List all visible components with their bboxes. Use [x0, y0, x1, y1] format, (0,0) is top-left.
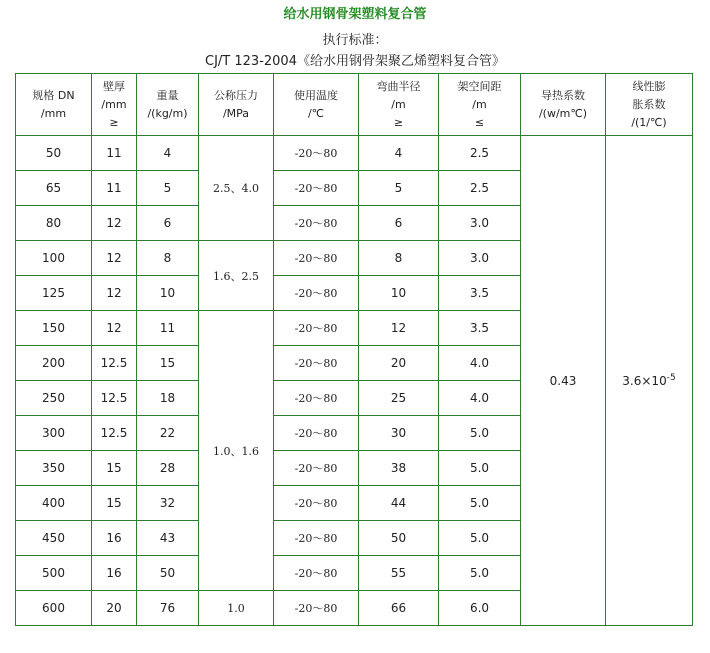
cell-weight: 8 [137, 241, 199, 276]
cell-thermal-conductivity: 0.43 [521, 136, 606, 626]
cell-pressure: 1.0 [199, 591, 274, 626]
cell-weight: 32 [137, 486, 199, 521]
cell-span: 5.0 [439, 486, 521, 521]
table-row [16, 136, 693, 171]
cell-radius: 12 [359, 311, 439, 346]
cell-dn: 600 [16, 591, 92, 626]
header-line: 规格 DN [32, 88, 75, 102]
cell-wall: 20 [92, 591, 137, 626]
cell-pressure: 1.6、2.5 [199, 241, 274, 311]
cell-temp: -20～80 [274, 171, 359, 206]
cell-radius: 55 [359, 556, 439, 591]
cell-weight: 18 [137, 381, 199, 416]
cell-radius: 30 [359, 416, 439, 451]
header-line: 架空间距 [457, 79, 502, 93]
cell-dn: 125 [16, 276, 92, 311]
cell-temp: -20～80 [274, 416, 359, 451]
cell-wall: 12 [92, 276, 137, 311]
cell-dn: 400 [16, 486, 92, 521]
header-line: 壁厚 [103, 79, 125, 93]
page-title: 给水用钢骨架塑料复合管 [283, 7, 427, 22]
header-line: /(w/m℃) [538, 106, 588, 120]
header-line: 公称压力 [214, 88, 258, 102]
cell-wall: 15 [92, 451, 137, 486]
cell-radius: 44 [359, 486, 439, 521]
cell-wall: 11 [92, 136, 137, 171]
header-line: /m [391, 97, 406, 111]
cell-span: 3.0 [439, 241, 521, 276]
cell-radius: 4 [359, 136, 439, 171]
cell-temp: -20～80 [274, 521, 359, 556]
cell-temp: -20～80 [274, 241, 359, 276]
cell-span: 5.0 [439, 521, 521, 556]
cell-radius: 5 [359, 171, 439, 206]
cell-weight: 15 [137, 346, 199, 381]
cell-dn: 80 [16, 206, 92, 241]
header-line: /(1/℃) [631, 115, 667, 129]
header-line: /mm [40, 106, 67, 120]
header-span [439, 74, 521, 136]
cell-span: 3.5 [439, 276, 521, 311]
cell-wall: 12.5 [92, 346, 137, 381]
cell-radius: 25 [359, 381, 439, 416]
table-body [16, 136, 693, 626]
cell-temp: -20～80 [274, 206, 359, 241]
cell-temp: -20～80 [274, 311, 359, 346]
cell-dn: 250 [16, 381, 92, 416]
cell-temp: -20～80 [274, 591, 359, 626]
cell-span: 5.0 [439, 451, 521, 486]
header-conductivity [521, 74, 606, 136]
spec-table [15, 73, 693, 626]
header-line: 弯曲半径 [376, 79, 421, 93]
cell-weight: 5 [137, 171, 199, 206]
cell-temp: -20～80 [274, 346, 359, 381]
cell-wall: 11 [92, 171, 137, 206]
cell-wall: 12 [92, 206, 137, 241]
expansion-base: 3.6×10 [622, 374, 667, 388]
header-line: ≤ [474, 115, 485, 129]
cell-weight: 50 [137, 556, 199, 591]
cell-span: 5.0 [439, 416, 521, 451]
cell-wall: 16 [92, 521, 137, 556]
cell-dn: 350 [16, 451, 92, 486]
cell-dn: 450 [16, 521, 92, 556]
cell-wall: 12.5 [92, 381, 137, 416]
cell-span: 4.0 [439, 346, 521, 381]
cell-temp: -20～80 [274, 276, 359, 311]
cell-radius: 66 [359, 591, 439, 626]
cell-pressure: 2.5、4.0 [199, 136, 274, 241]
cell-wall: 15 [92, 486, 137, 521]
cell-wall: 12.5 [92, 416, 137, 451]
header-line: 使用温度 [294, 88, 338, 102]
header-weight [137, 74, 199, 136]
cell-temp: -20～80 [274, 136, 359, 171]
cell-weight: 22 [137, 416, 199, 451]
cell-expansion-coefficient [606, 136, 693, 626]
cell-temp: -20～80 [274, 451, 359, 486]
cell-dn: 65 [16, 171, 92, 206]
cell-weight: 43 [137, 521, 199, 556]
cell-radius: 50 [359, 521, 439, 556]
cell-span: 3.5 [439, 311, 521, 346]
cell-span: 4.0 [439, 381, 521, 416]
header-line: /(kg/m) [147, 106, 188, 120]
header-line: /m [472, 97, 487, 111]
header-line: 重量 [156, 88, 179, 102]
header-wall [92, 74, 137, 136]
header-row [16, 74, 693, 136]
cell-wall: 16 [92, 556, 137, 591]
cell-span: 2.5 [439, 136, 521, 171]
header-line: 胀系数 [632, 97, 666, 111]
cell-radius: 38 [359, 451, 439, 486]
cell-temp: -20～80 [274, 556, 359, 591]
cell-weight: 10 [137, 276, 199, 311]
header-pressure [199, 74, 274, 136]
cell-weight: 11 [137, 311, 199, 346]
header-line: /MPa [222, 106, 250, 120]
header-line: /℃ [307, 106, 325, 120]
cell-temp: -20～80 [274, 486, 359, 521]
cell-span: 5.0 [439, 556, 521, 591]
expansion-exponent: -5 [666, 373, 676, 383]
header-line: ≥ [393, 115, 404, 129]
cell-dn: 200 [16, 346, 92, 381]
cell-dn: 100 [16, 241, 92, 276]
cell-pressure: 1.0、1.6 [199, 311, 274, 591]
standard-name: CJ/T 123-2004《给水用钢骨架聚乙烯塑料复合管》 [205, 54, 505, 69]
cell-radius: 8 [359, 241, 439, 276]
header-temp [274, 74, 359, 136]
cell-span: 6.0 [439, 591, 521, 626]
header-line: 导热系数 [541, 88, 585, 102]
cell-dn: 300 [16, 416, 92, 451]
cell-span: 2.5 [439, 171, 521, 206]
cell-wall: 12 [92, 311, 137, 346]
cell-weight: 76 [137, 591, 199, 626]
cell-wall: 12 [92, 241, 137, 276]
cell-radius: 20 [359, 346, 439, 381]
cell-temp: -20～80 [274, 381, 359, 416]
cell-weight: 4 [137, 136, 199, 171]
header-expansion [606, 74, 693, 136]
cell-dn: 500 [16, 556, 92, 591]
cell-weight: 28 [137, 451, 199, 486]
standard-label: 执行标准： [322, 33, 388, 48]
header-radius [359, 74, 439, 136]
cell-radius: 6 [359, 206, 439, 241]
cell-span: 3.0 [439, 206, 521, 241]
cell-radius: 10 [359, 276, 439, 311]
cell-dn: 50 [16, 136, 92, 171]
cell-weight: 6 [137, 206, 199, 241]
header-line: /mm [101, 97, 127, 111]
header-line: 线性膨 [632, 79, 666, 93]
header-dn [16, 74, 92, 136]
cell-dn: 150 [16, 311, 92, 346]
header-line: ≥ [109, 115, 119, 129]
